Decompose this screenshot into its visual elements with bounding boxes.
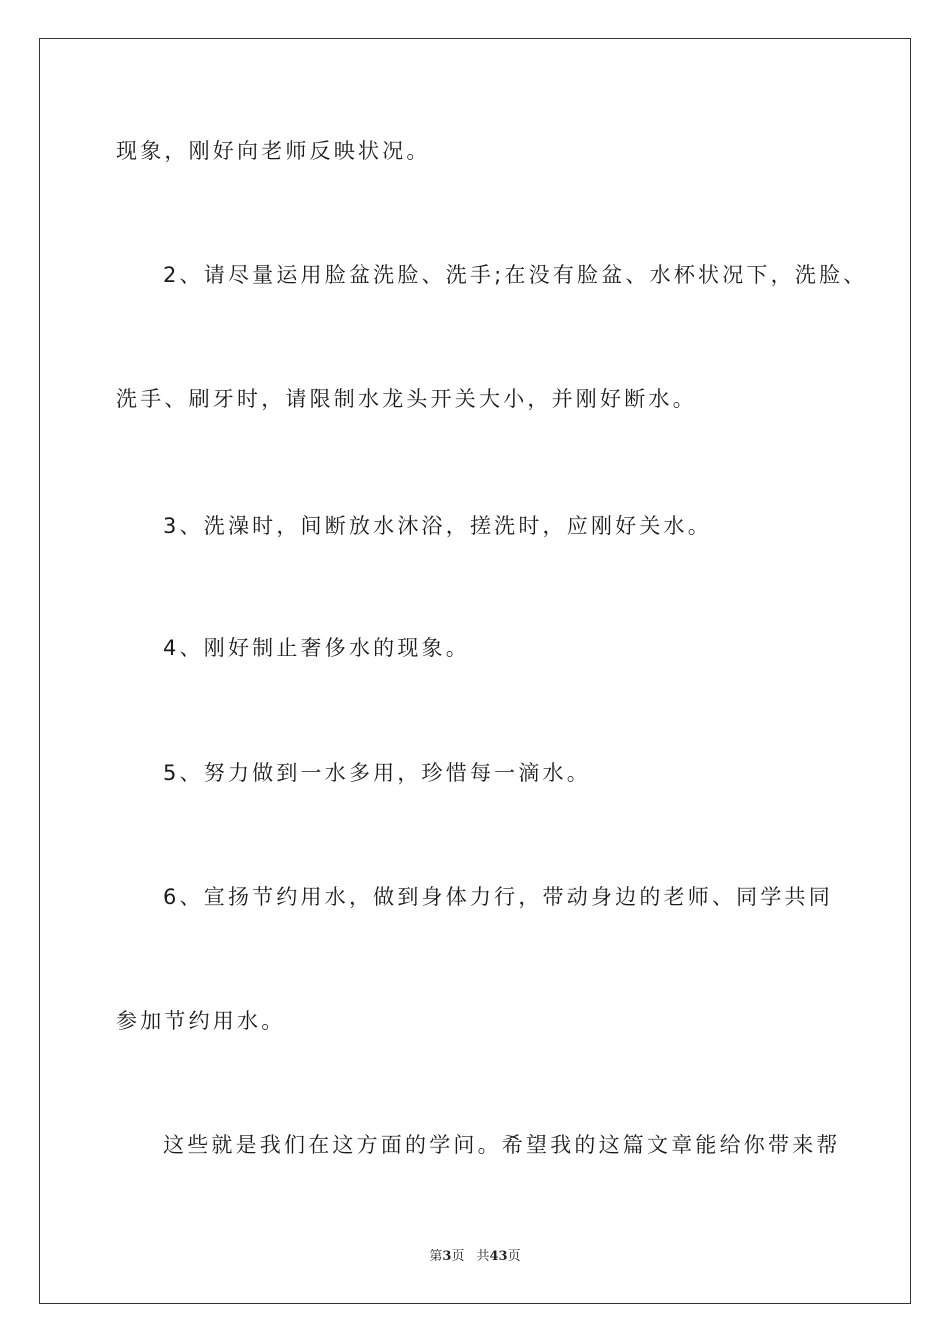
text-line-3: 洗手、刷牙时，请限制水龙头开关大小，并刚好断水。	[116, 387, 697, 411]
text-line-2: 2、请尽量运用脸盆洗脸、洗手;在没有脸盆、水杯状况下，洗脸、	[163, 263, 868, 287]
total-suffix: 页	[507, 1249, 521, 1264]
text-line-9: 这些就是我们在这方面的学问。希望我的这篇文章能给你带来帮	[163, 1133, 841, 1157]
text-line-1: 现象，刚好向老师反映状况。	[116, 139, 431, 163]
text-line-4: 3、洗澡时，间断放水沐浴，搓洗时，应刚好关水。	[163, 514, 712, 538]
text-line-8: 参加节约用水。	[116, 1009, 286, 1033]
page-prefix: 第	[429, 1249, 443, 1264]
page-suffix: 页	[451, 1249, 465, 1264]
page-footer	[0, 1245, 950, 1264]
page-number: 3	[442, 1249, 452, 1264]
total-pages: 43	[489, 1249, 508, 1264]
text-line-7: 6、宣扬节约用水，做到身体力行，带动身边的老师、同学共同	[163, 885, 833, 909]
page-frame	[39, 38, 911, 1304]
total-prefix: 共	[476, 1249, 490, 1264]
text-line-5: 4、刚好制止奢侈水的现象。	[163, 636, 470, 660]
text-line-6: 5、努力做到一水多用，珍惜每一滴水。	[163, 761, 591, 785]
